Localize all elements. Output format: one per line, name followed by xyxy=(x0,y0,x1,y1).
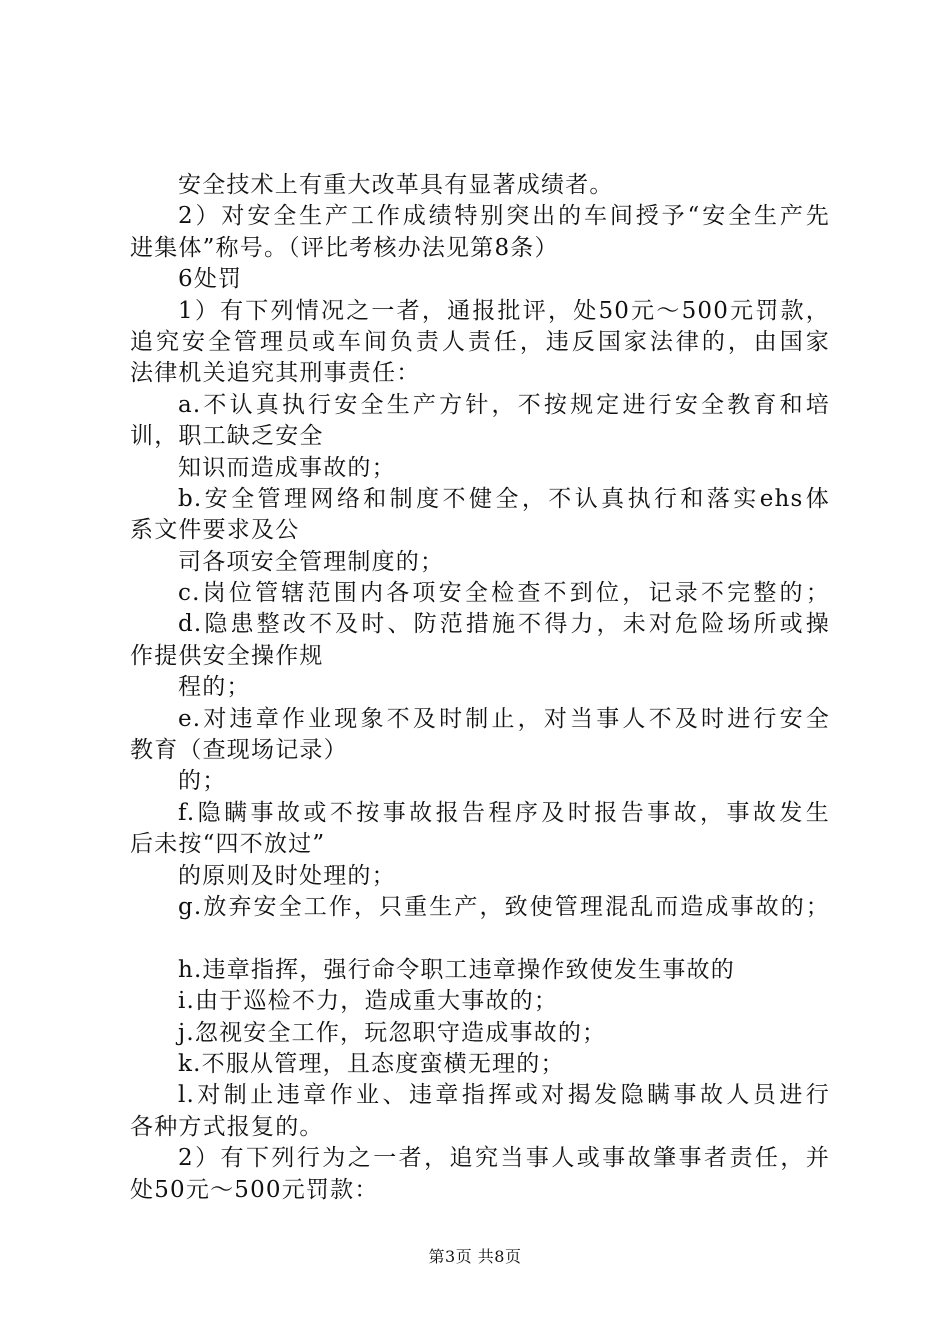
text-line: g.放弃安全工作，只重生产，致使管理混乱而造成事故的； xyxy=(178,893,830,920)
text-line: 的； xyxy=(178,768,227,795)
text-line: j.忽视安全工作，玩忽职守造成事故的； xyxy=(178,1019,607,1046)
text-line: 程的； xyxy=(178,674,251,701)
text-line: 训，职工缺乏安全 xyxy=(130,423,324,450)
text-line: 2）有下列行为之一者，追究当事人或事故肇事者责任，并 xyxy=(178,1145,830,1172)
text-line: 司各项安全管理制度的； xyxy=(178,548,445,575)
text-line: i.由于巡检不力，造成重大事故的； xyxy=(178,988,559,1015)
text-line: 法律机关追究其刑事责任： xyxy=(130,360,421,387)
document-body xyxy=(130,170,850,1206)
text-line: 的原则及时处理的； xyxy=(178,862,396,889)
text-line: 各种方式报复的。 xyxy=(130,1113,324,1140)
text-line: e.对违章作业现象不及时制止，对当事人不及时进行安全 xyxy=(178,705,830,732)
text-line: 作提供安全操作规 xyxy=(130,642,324,669)
blank-line xyxy=(130,923,850,954)
text-line: 6处罚 xyxy=(178,266,243,293)
text-line: c.岗位管辖范围内各项安全检查不到位，记录不完整的； xyxy=(178,580,830,607)
text-line: d.隐患整改不及时、防范措施不得力，未对危险场所或操 xyxy=(178,611,830,638)
text-line: 进集体”称号。（评比考核办法见第8条） xyxy=(130,234,559,261)
text-line: 后未按“四不放过” xyxy=(130,831,326,858)
text-line: l.对制止违章作业、违章指挥或对揭发隐瞒事故人员进行 xyxy=(178,1082,830,1109)
text-line: 安全技术上有重大改革具有显著成绩者。 xyxy=(178,172,614,198)
text-line: 追究安全管理员或车间负责人责任，违反国家法律的，由国家 xyxy=(130,328,830,355)
text-line: b.安全管理网络和制度不健全，不认真执行和落实ehs体 xyxy=(178,485,830,512)
text-line: 系文件要求及公 xyxy=(130,517,300,544)
text-line: h.违章指挥，强行命令职工违章操作致使发生事故的 xyxy=(178,956,735,983)
text-line: 处50元～500元罚款： xyxy=(130,1176,379,1203)
text-line: k.不服从管理，且态度蛮横无理的； xyxy=(178,1050,565,1077)
text-line: 知识而造成事故的； xyxy=(178,454,396,481)
text-line: 1）有下列情况之一者，通报批评，处50元～500元罚款， xyxy=(178,297,830,324)
text-line: 2）对安全生产工作成绩特别突出的车间授予“安全生产先 xyxy=(178,203,830,230)
text-line: f.隐瞒事故或不按事故报告程序及时报告事故，事故发生 xyxy=(178,799,830,826)
text-line: a.不认真执行安全生产方针，不按规定进行安全教育和培 xyxy=(178,391,830,418)
page-footer: 第3页 共8页 xyxy=(428,1247,522,1266)
text-line: 教育（查现场记录） xyxy=(130,737,348,764)
